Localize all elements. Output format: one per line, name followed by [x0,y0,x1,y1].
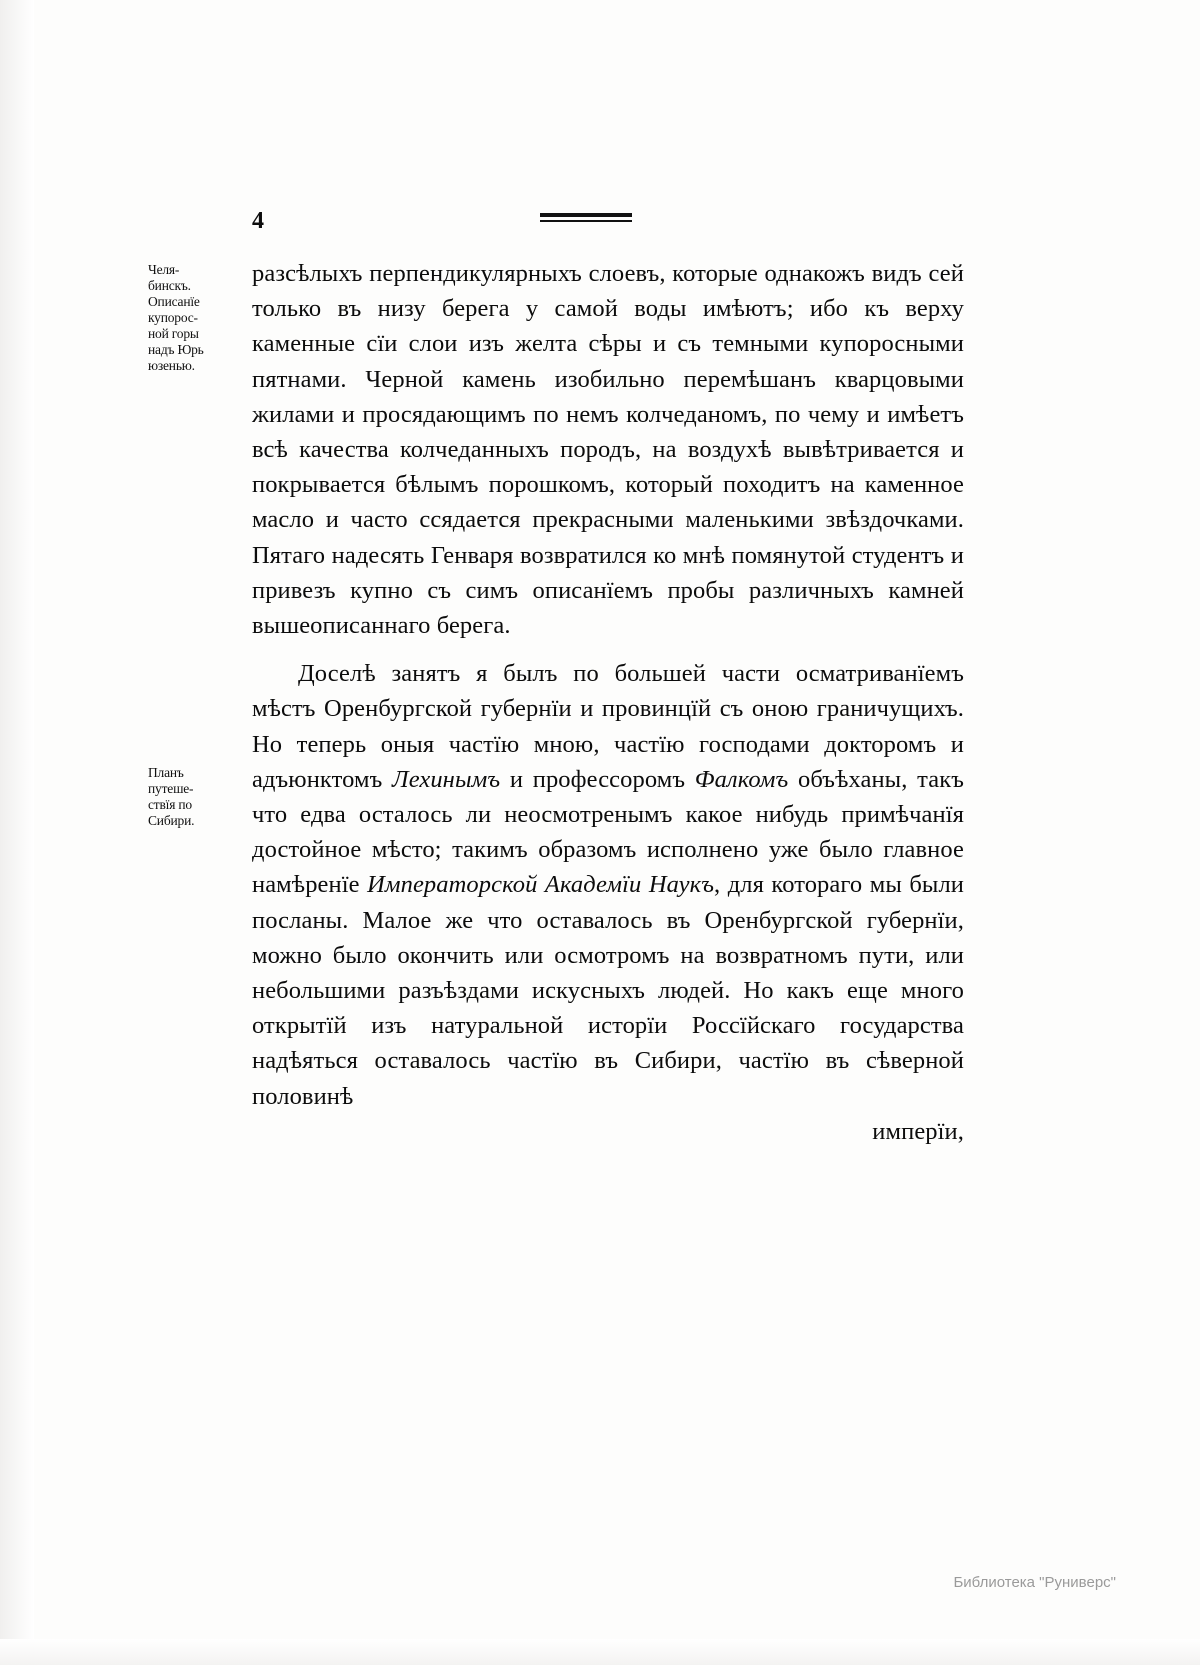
margin-note-line: Описанїе [148,294,200,309]
body-text-column [252,256,964,1149]
margin-note-line: ствїя по [148,797,192,812]
paragraph-two-segment: Доселѣ занятъ я былъ по большей части осматриванїемъ мѣстъ Оренбургской губернїи и провинцїй съ оною граничущихъ. Но теперь оныя частїю мною, частїю господами докторомъ и адъюнктомъ [252,660,964,793]
margin-note-line: ной горы [148,326,199,341]
rule-bar-thick [540,213,632,217]
paragraph-two-italic-falk: Фалкомъ [694,765,789,793]
paragraph-two-italic-academy: Императорской Академїи Наукъ [367,871,715,899]
margin-note-line: купорос- [148,310,198,325]
paragraph-two-last-line: имперїи, [872,1117,964,1145]
margin-note-line: Планъ [148,765,184,780]
paragraph-one: разсѣлыхъ перпендикулярныхъ слоевъ, которые однакожъ видъ сей только въ низу берега у самой воды имѣютъ; ибо къ верху каменные сїи слои изъ желта сѣры и съ темными купоросными пятнами. Черной камень изобильно перемѣшанъ кварцовыми жилами и просядающимъ по немъ колчеданомъ, по чему и имѣетъ всѣ качества колчеданныхъ породъ, на воздухѣ вывѣтривается и покрывается бѣлымъ порошкомъ, который походитъ на каменное масло и часто ссядается прекрасными маленькими звѣздочками. Пятаго надесять Генваря возвратился ко мнѣ помянутой студентъ и привезъ купно съ симъ описанїемъ пробы различныхъ камней вышеописаннаго берега. [252,260,964,640]
paragraph-two-segment: , для котораго мы были посланы. Малое же что оставалось въ Оренбургской губернїи, можно было окончить или осмотромъ на возвратномъ пути, или небольшими разъѣздами искусныхъ людей. Но какъ еще много открытїй изъ натуральной исторїи Россїйскаго государства надѣяться оставалось частїю въ Сибири, частїю въ сѣверной половинѣ [252,871,965,1110]
margin-note-line: Челя- [148,262,180,277]
library-credit: Библиотека "Руниверс" [953,1574,1116,1591]
margin-note-line: Сибири. [148,813,195,828]
margin-note-line: надъ Юрь [148,342,204,357]
page-number: 4 [252,208,264,234]
paragraph-two-segment: и профессоромъ [500,765,695,793]
paragraph-two-segment: объѣханы, такъ что едва осталось ли неосмотренымъ какое нибудь примѣчанїя достойное мѣсто; такимъ образомъ исполнено уже было главное намѣренїе [252,765,964,899]
decorative-rule [540,213,632,225]
rule-bar-thin [540,220,632,222]
margin-note-line: юзенью. [148,358,195,373]
scan-edge-bottom [0,1639,1200,1665]
margin-note-chelyabinsk [148,262,244,374]
margin-note-plan-travel [148,765,244,829]
margin-note-line: бинскъ. [148,278,191,293]
margin-note-line: путеше- [148,781,194,796]
paragraph-two-italic-lehin: Лехинымъ [392,765,501,793]
paragraph-two [252,656,964,1114]
scan-edge-left [0,0,34,1665]
